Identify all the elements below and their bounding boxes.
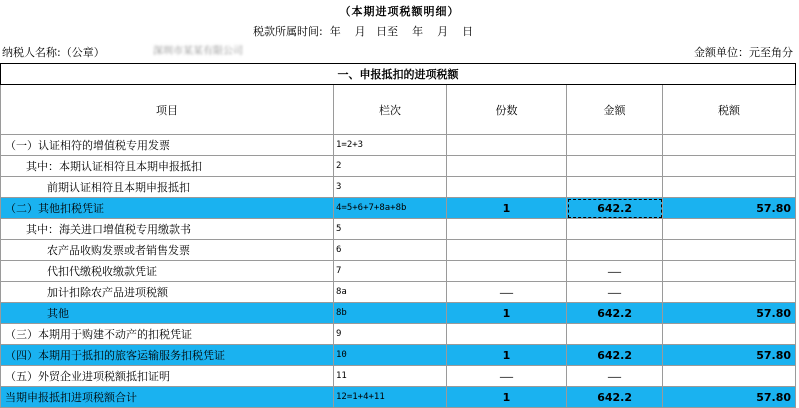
row-line-number: 3 [334,177,447,198]
row-line-number: 1=2+3 [334,135,447,156]
col-header-tax: 税额 [663,85,796,135]
col-header-amount: 金额 [567,85,663,135]
row-item-label: 代扣代缴税收缴款凭证 [1,261,334,282]
row-tax-cell[interactable]: 57.80 [663,387,796,408]
amount-unit: 金额单位：元至角分 [694,46,793,59]
row-tax-cell[interactable]: 57.80 [663,345,796,366]
row-amount-cell[interactable]: 642.2 [567,345,663,366]
column-header-row [1,85,796,135]
row-line-number: 8b [334,303,447,324]
row-count-cell[interactable] [447,324,567,345]
row-item-label: （二）其他扣税凭证 [1,198,334,219]
section-title: 一、申报抵扣的进项税额 [1,64,796,85]
row-tax-cell[interactable] [663,282,796,303]
row-line-number: 6 [334,240,447,261]
row-count-cell[interactable]: 1 [447,345,567,366]
row-tax-cell[interactable] [663,324,796,345]
row-item-label: 其中：海关进口增值税专用缴款书 [1,219,334,240]
row-line-number: 7 [334,261,447,282]
row-amount-cell[interactable]: 642.2 [567,198,663,219]
row-count-cell[interactable] [447,135,567,156]
report-header [0,0,799,64]
col-header-count: 份数 [447,85,567,135]
row-item-label: 其他 [1,303,334,324]
row-amount-cell[interactable] [567,156,663,177]
table-row [1,324,796,345]
row-line-number: 2 [334,156,447,177]
row-count-cell[interactable] [447,156,567,177]
col-header-line: 栏次 [334,85,447,135]
table-row [1,387,796,408]
table-row [1,366,796,387]
row-line-number: 8a [334,282,447,303]
row-amount-cell[interactable] [567,240,663,261]
table-row [1,345,796,366]
row-tax-cell[interactable]: 57.80 [663,303,796,324]
table-row [1,282,796,303]
row-tax-cell[interactable] [663,261,796,282]
row-item-label: 当期申报抵扣进项税额合计 [1,387,334,408]
row-amount-cell[interactable]: 642.2 [567,303,663,324]
row-count-cell[interactable]: 1 [447,387,567,408]
row-amount-cell[interactable] [567,219,663,240]
row-tax-cell[interactable] [663,177,796,198]
row-tax-cell[interactable] [663,240,796,261]
table-row [1,177,796,198]
row-tax-cell[interactable] [663,366,796,387]
input-tax-table [0,63,796,408]
table-row [1,240,796,261]
row-amount-cell[interactable] [567,135,663,156]
row-amount-cell[interactable]: 642.2 [567,387,663,408]
row-amount-cell[interactable]: —— [567,366,663,387]
row-amount-cell[interactable] [567,177,663,198]
table-row [1,198,796,219]
row-line-number: 4=5+6+7+8a+8b [334,198,447,219]
table-row [1,135,796,156]
row-count-cell[interactable] [447,240,567,261]
row-line-number: 9 [334,324,447,345]
row-amount-cell[interactable]: —— [567,282,663,303]
row-count-cell[interactable]: —— [447,366,567,387]
row-count-cell[interactable] [447,261,567,282]
table-row [1,156,796,177]
row-count-cell[interactable]: —— [447,282,567,303]
row-amount-cell[interactable] [567,324,663,345]
row-amount-cell[interactable]: —— [567,261,663,282]
row-tax-cell[interactable] [663,135,796,156]
row-line-number: 11 [334,366,447,387]
report-title: （本期进项税额明细） [339,5,460,18]
taxpayer-name-redacted: 深圳市某某有限公司 [153,42,303,56]
row-item-label: （一）认证相符的增值税专用发票 [1,135,334,156]
row-tax-cell[interactable] [663,219,796,240]
row-item-label: 农产品收购发票或者销售发票 [1,240,334,261]
col-header-item: 项目 [1,85,334,135]
row-count-cell[interactable] [447,177,567,198]
row-count-cell[interactable]: 1 [447,303,567,324]
row-tax-cell[interactable] [663,156,796,177]
table-row [1,219,796,240]
taxpayer-label: 纳税人名称:（公章） [2,46,105,59]
row-count-cell[interactable]: 1 [447,198,567,219]
table-row [1,303,796,324]
row-line-number: 12=1+4+11 [334,387,447,408]
row-item-label: （五）外贸企业进项税额抵扣证明 [1,366,334,387]
table-row [1,261,796,282]
row-line-number: 10 [334,345,447,366]
row-item-label: （四）本期用于抵扣的旅客运输服务扣税凭证 [1,345,334,366]
section-header-row [1,64,796,85]
row-item-label: 前期认证相符且本期申报抵扣 [1,177,334,198]
row-item-label: 其中：本期认证相符且本期申报抵扣 [1,156,334,177]
row-item-label: （三）本期用于购建不动产的扣税凭证 [1,324,334,345]
row-line-number: 5 [334,219,447,240]
tax-period: 税款所属时间: 年 月 日至 年 月 日 [253,25,474,38]
row-count-cell[interactable] [447,219,567,240]
row-item-label: 加计扣除农产品进项税额 [1,282,334,303]
row-tax-cell[interactable]: 57.80 [663,198,796,219]
